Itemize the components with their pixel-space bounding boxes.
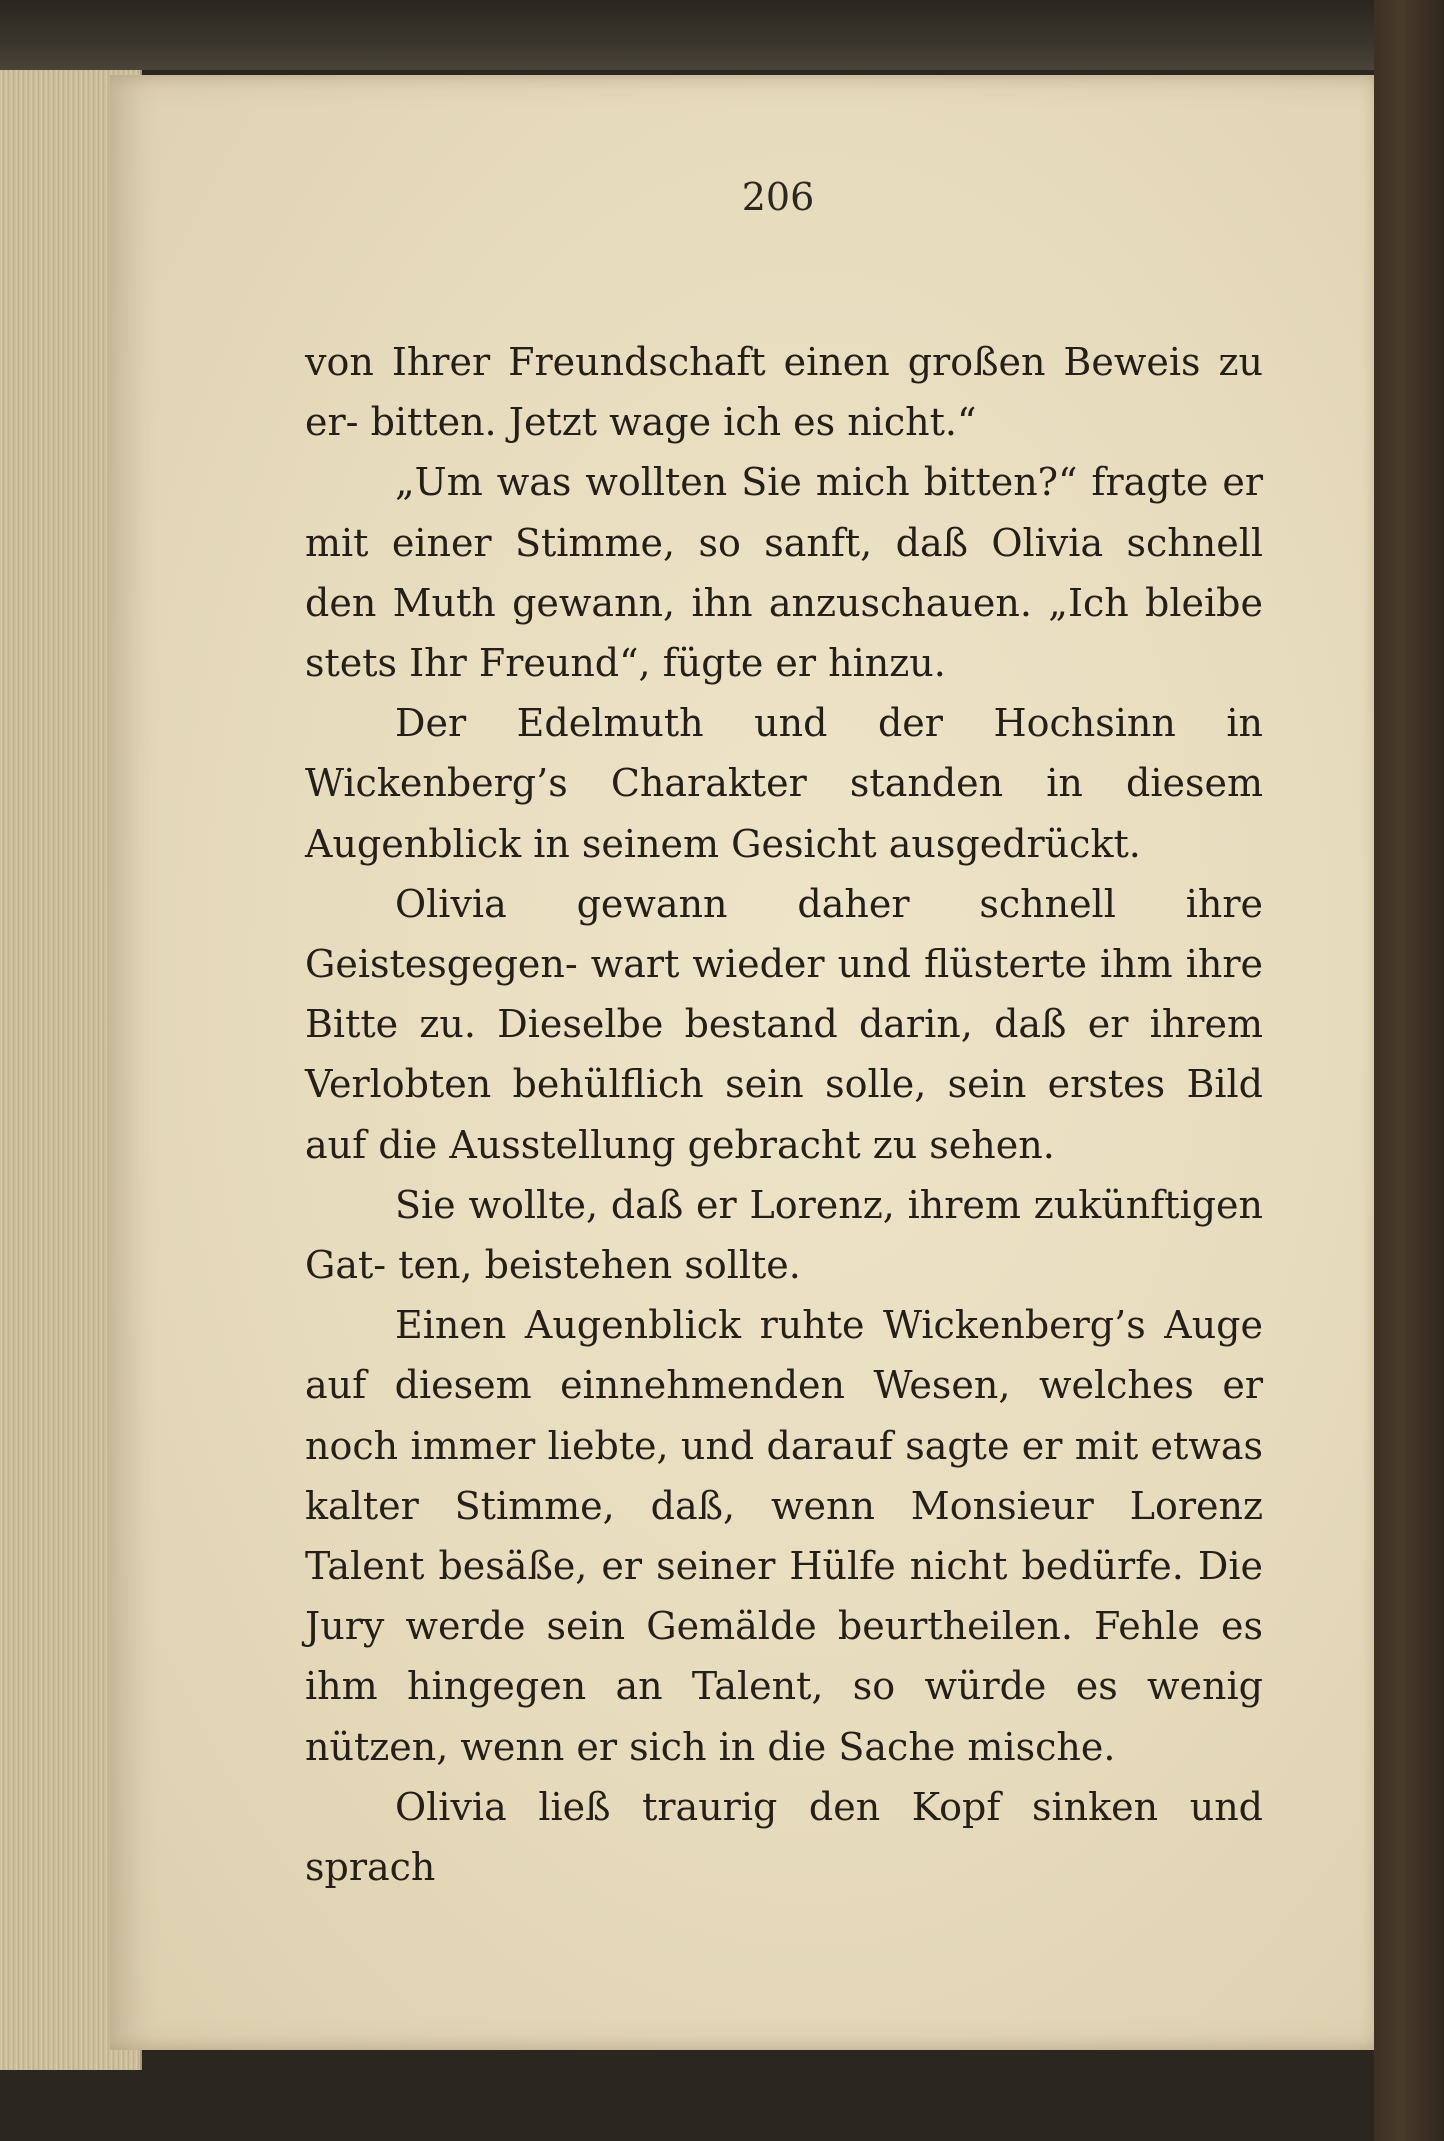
paragraph: Olivia gewann daher schnell ihre Geistesgegen- wart wieder und flüsterte ihm ihre Bitte zu. Dieselbe bestand darin, daß er ihrem Verlobten behülflich sein solle, sein erstes Bild auf die Ausstellung gebracht zu sehen. (305, 881, 1263, 1167)
paragraph: Olivia ließ traurig den Kopf sinken und sprach (305, 1784, 1263, 1890)
book-cover-right (1374, 0, 1444, 2141)
paragraph: von Ihrer Freundschaft einen großen Beweis zu er- bitten. Jetzt wage ich es nicht.“ (305, 340, 1263, 445)
paragraph: Einen Augenblick ruhte Wickenberg’s Auge auf diesem einnehmenden Wesen, welches er noch immer liebte, und darauf sagte er mit etwas kalter Stimme, daß, wenn Monsieur Lorenz Talent besäße, er seiner Hülfe nicht bedürfe. Die Jury werde sein Gemälde beurtheilen. Fehle es ihm hingegen an Talent, so würde es wenig nützen, wenn er sich in die Sache mische. (305, 1303, 1263, 1769)
paragraph: „Um was wollten Sie mich bitten?“ fragte er mit einer Stimme, so sanft, daß Olivia schnell den Muth gewann, ihn anzuschauen. „Ich bleibe stets Ihr Freund“, fügte er hinzu. (305, 460, 1263, 686)
paragraph: Sie wollte, daß er Lorenz, ihrem zukünftigen Gat- ten, beistehen sollte. (305, 1182, 1263, 1288)
paragraph: Der Edelmuth und der Hochsinn in Wickenberg’s Charakter standen in diesem Augenblick in seinem Gesicht ausgedrückt. (305, 701, 1263, 866)
book-cover-top (0, 0, 1444, 70)
body-text (305, 332, 1263, 1897)
page-number: 206 (741, 175, 815, 219)
